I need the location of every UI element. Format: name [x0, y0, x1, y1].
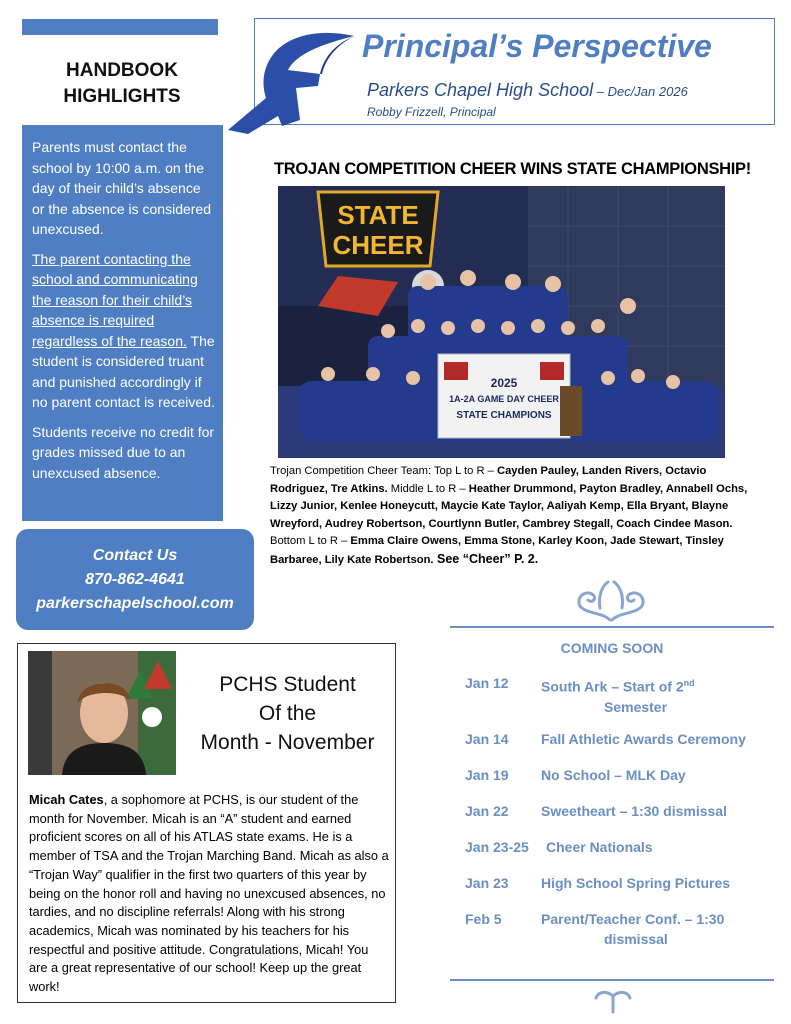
- event-text: South Ark – Start of 2nd Semester: [541, 678, 695, 715]
- contact-panel: [16, 529, 254, 630]
- event-date: Jan 14: [465, 731, 509, 747]
- trojan-helmet-logo: [226, 30, 354, 137]
- event-date: Jan 19: [465, 767, 509, 783]
- handbook-title: HANDBOOK HIGHLIGHTS: [63, 60, 181, 107]
- event-text: High School Spring Pictures: [541, 875, 731, 891]
- handbook-paragraph: Parents must contact the school by 10:00 a.m. on the day of their child’s absence or the absence is considered unexcused.: [32, 139, 211, 237]
- event-date: Feb 5: [465, 911, 502, 927]
- event-text: Sweetheart – 1:30 dismissal: [541, 803, 727, 819]
- student-of-month-title: PCHS Student Of the Month - November: [200, 673, 375, 754]
- coming-soon-divider: [450, 979, 774, 981]
- cheer-photo-caption: Trojan Competition Cheer Team: Top L to R – Cayden Pauley, Landen Rivers, Octavio Rodriguez, Tre Atkins. Middle L to R – Heather Drummond, Payton Bradley, Annabell Ochs, Lizzy Junior, Kenlee Honeycutt, Maycie Kate Taylor, Aaliyah Kemp, Ella Bryant, Blayne Wreyford, Audrey Robertson, Courtlynn Butler, Cambrey Stegall, Coach Cindee Mason. Bottom L to R – Emma Claire Owens, Emma Stone, Karley Koon, Jade Stewart, Tinsley Barbaree, Lily Kate Robertson. See “Cheer” P. 2.: [270, 465, 748, 566]
- event-date: Jan 12: [465, 675, 509, 691]
- photo-backdrop-text: STATE: [337, 200, 419, 230]
- event-date: Jan 23-25: [465, 839, 529, 855]
- newsletter-title: Principal’s Perspective: [362, 28, 712, 64]
- principal-name: Robby Frizzell, Principal: [367, 105, 496, 119]
- contact-heading: Contact Us: [92, 547, 178, 564]
- event-date: Jan 23: [465, 875, 509, 891]
- contact-website[interactable]: parkerschapelschool.com: [36, 595, 234, 612]
- student-photo: [28, 651, 176, 775]
- student-name: Micah Cates: [29, 792, 104, 807]
- handbook-paragraph: The parent contacting the school and communicating the reason for their child’s absence is required regardless of the reason. The student is considered truant and punished accordingly if no parent contact is received.: [32, 250, 215, 410]
- contact-phone[interactable]: 870-862-4641: [85, 571, 185, 588]
- photo-banner-text: 1A-2A GAME DAY CHEER: [449, 394, 559, 404]
- flourish-ornament-icon: [572, 578, 650, 624]
- school-name: Parkers Chapel High School – Dec/Jan 2026: [367, 80, 688, 100]
- coming-soon-divider: [450, 626, 774, 628]
- photo-banner-text: STATE CHAMPIONS: [456, 410, 552, 421]
- coming-soon-title: COMING SOON: [560, 640, 664, 656]
- cheer-team-photo: [278, 186, 725, 458]
- top-accent-bar: [22, 19, 218, 35]
- student-of-month-text: Micah Cates, a sophomore at PCHS, is our student of the month for November. Micah is an “A” student and earned proficient scores on all of his ATLAS state exams. He is a member of TSA and the Trojan Marching Band. Micah as also a “Trojan Way” qualifier in the first two quarters of this year by being on the honor roll and having no unexcused absences, no tardies, and no discipline referrals! Along with his strong academics, Micah was nominated by his teachers for his respectful and positive attitude. Congratulations, Micah! You are a great representative of our school! Keep up the great work!: [29, 792, 389, 995]
- event-text: Parent/Teacher Conf. – 1:30 dismissal: [541, 911, 725, 947]
- event-date: Jan 22: [465, 803, 509, 819]
- photo-backdrop-text: CHEER: [332, 230, 424, 260]
- photo-banner-text: 2025: [490, 376, 518, 390]
- event-text: Cheer Nationals: [546, 839, 653, 855]
- see-page-reference: See “Cheer” P. 2.: [433, 551, 539, 566]
- handbook-paragraph: Students receive no credit for grades missed due to an unexcused absence.: [32, 423, 215, 481]
- issue-date: – Dec/Jan 2026: [593, 84, 688, 99]
- cheer-headline: TROJAN COMPETITION CHEER WINS STATE CHAMPIONSHIP!: [274, 160, 751, 178]
- event-text: Fall Athletic Awards Ceremony: [541, 731, 746, 747]
- event-text: No School – MLK Day: [541, 767, 686, 783]
- handbook-panel: [22, 125, 223, 521]
- flourish-ornament-icon: [592, 986, 634, 1014]
